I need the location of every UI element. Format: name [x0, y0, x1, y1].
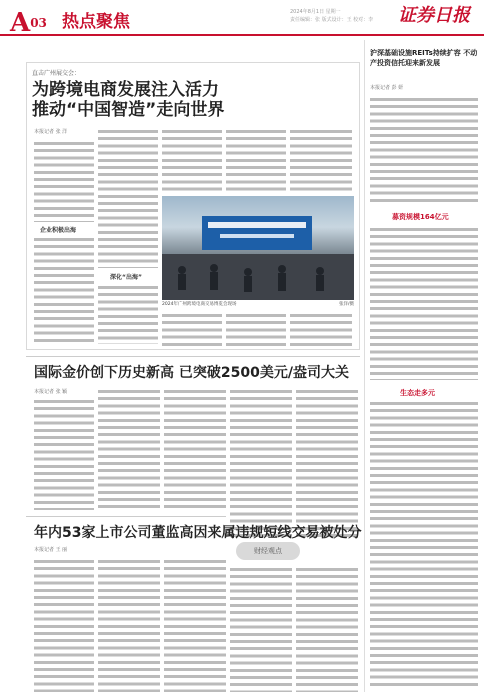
- trading-headline: 年内53家上市公司董监高因来属违规短线交易被处分: [34, 525, 362, 541]
- text-column: [230, 388, 292, 538]
- text-column: [290, 128, 352, 192]
- text-column: [164, 388, 226, 510]
- text-column: [370, 226, 478, 380]
- text-column: [290, 312, 352, 346]
- text-column: [230, 566, 292, 692]
- text-column: [98, 558, 160, 692]
- divider: [26, 516, 226, 517]
- text-column: [34, 398, 94, 510]
- text-column: [162, 312, 222, 346]
- page-number: $A^{03}$: [10, 8, 47, 38]
- text-column: [164, 558, 226, 692]
- sidebar-headline: 沪深基础设施REITs持续扩容 不动产投资信托迎来新发展: [370, 49, 478, 67]
- photo-caption: 2024年广州跨境电商交易博览会现场 张洋/摄: [162, 302, 354, 307]
- text-column: [34, 236, 94, 344]
- text-column: [98, 388, 160, 510]
- gold-byline: 本报记者 张 颖: [34, 389, 68, 395]
- text-column: [98, 128, 158, 268]
- sidebar-subhead-1: 募资规模164亿元: [392, 213, 449, 221]
- trading-byline: 本报记者 王 丽: [34, 547, 68, 553]
- main-headline: 为跨境电商发展注入活力 推动“中国智造”走向世界: [32, 80, 225, 120]
- text-column: [226, 312, 286, 346]
- text-column: [226, 128, 286, 192]
- text-column: [370, 400, 478, 690]
- divider: [26, 356, 360, 357]
- header-meta: 2024年8月1日 星期一 责任编辑：张 版式设计：王 校对：李: [290, 9, 374, 23]
- newspaper-logo: 证券日报: [398, 5, 470, 26]
- text-column: [34, 140, 94, 222]
- sidebar-subhead-2: 生态走多元: [400, 389, 435, 397]
- text-column: [162, 128, 222, 192]
- main-subhead-2: 深化“出海”: [110, 274, 142, 281]
- text-column: [34, 558, 94, 692]
- sidebar-byline: 本报记者 彭 妍: [370, 85, 404, 91]
- text-column: [98, 284, 158, 344]
- main-byline: 本报记者 张 洋: [34, 129, 68, 135]
- text-column: [370, 96, 478, 204]
- expo-photo: [162, 196, 354, 300]
- main-subhead: 企业积极出海: [40, 227, 77, 234]
- gold-headline: 国际金价创下历史新高 已突破2500美元/盎司大关: [34, 365, 349, 381]
- column-badge: 财经观点: [236, 542, 300, 560]
- section-title: 热点聚焦: [62, 12, 130, 32]
- text-column: [296, 388, 358, 538]
- column-divider: [364, 40, 365, 692]
- main-kicker: 直击广州展交会：: [32, 70, 81, 77]
- text-column: [296, 566, 358, 692]
